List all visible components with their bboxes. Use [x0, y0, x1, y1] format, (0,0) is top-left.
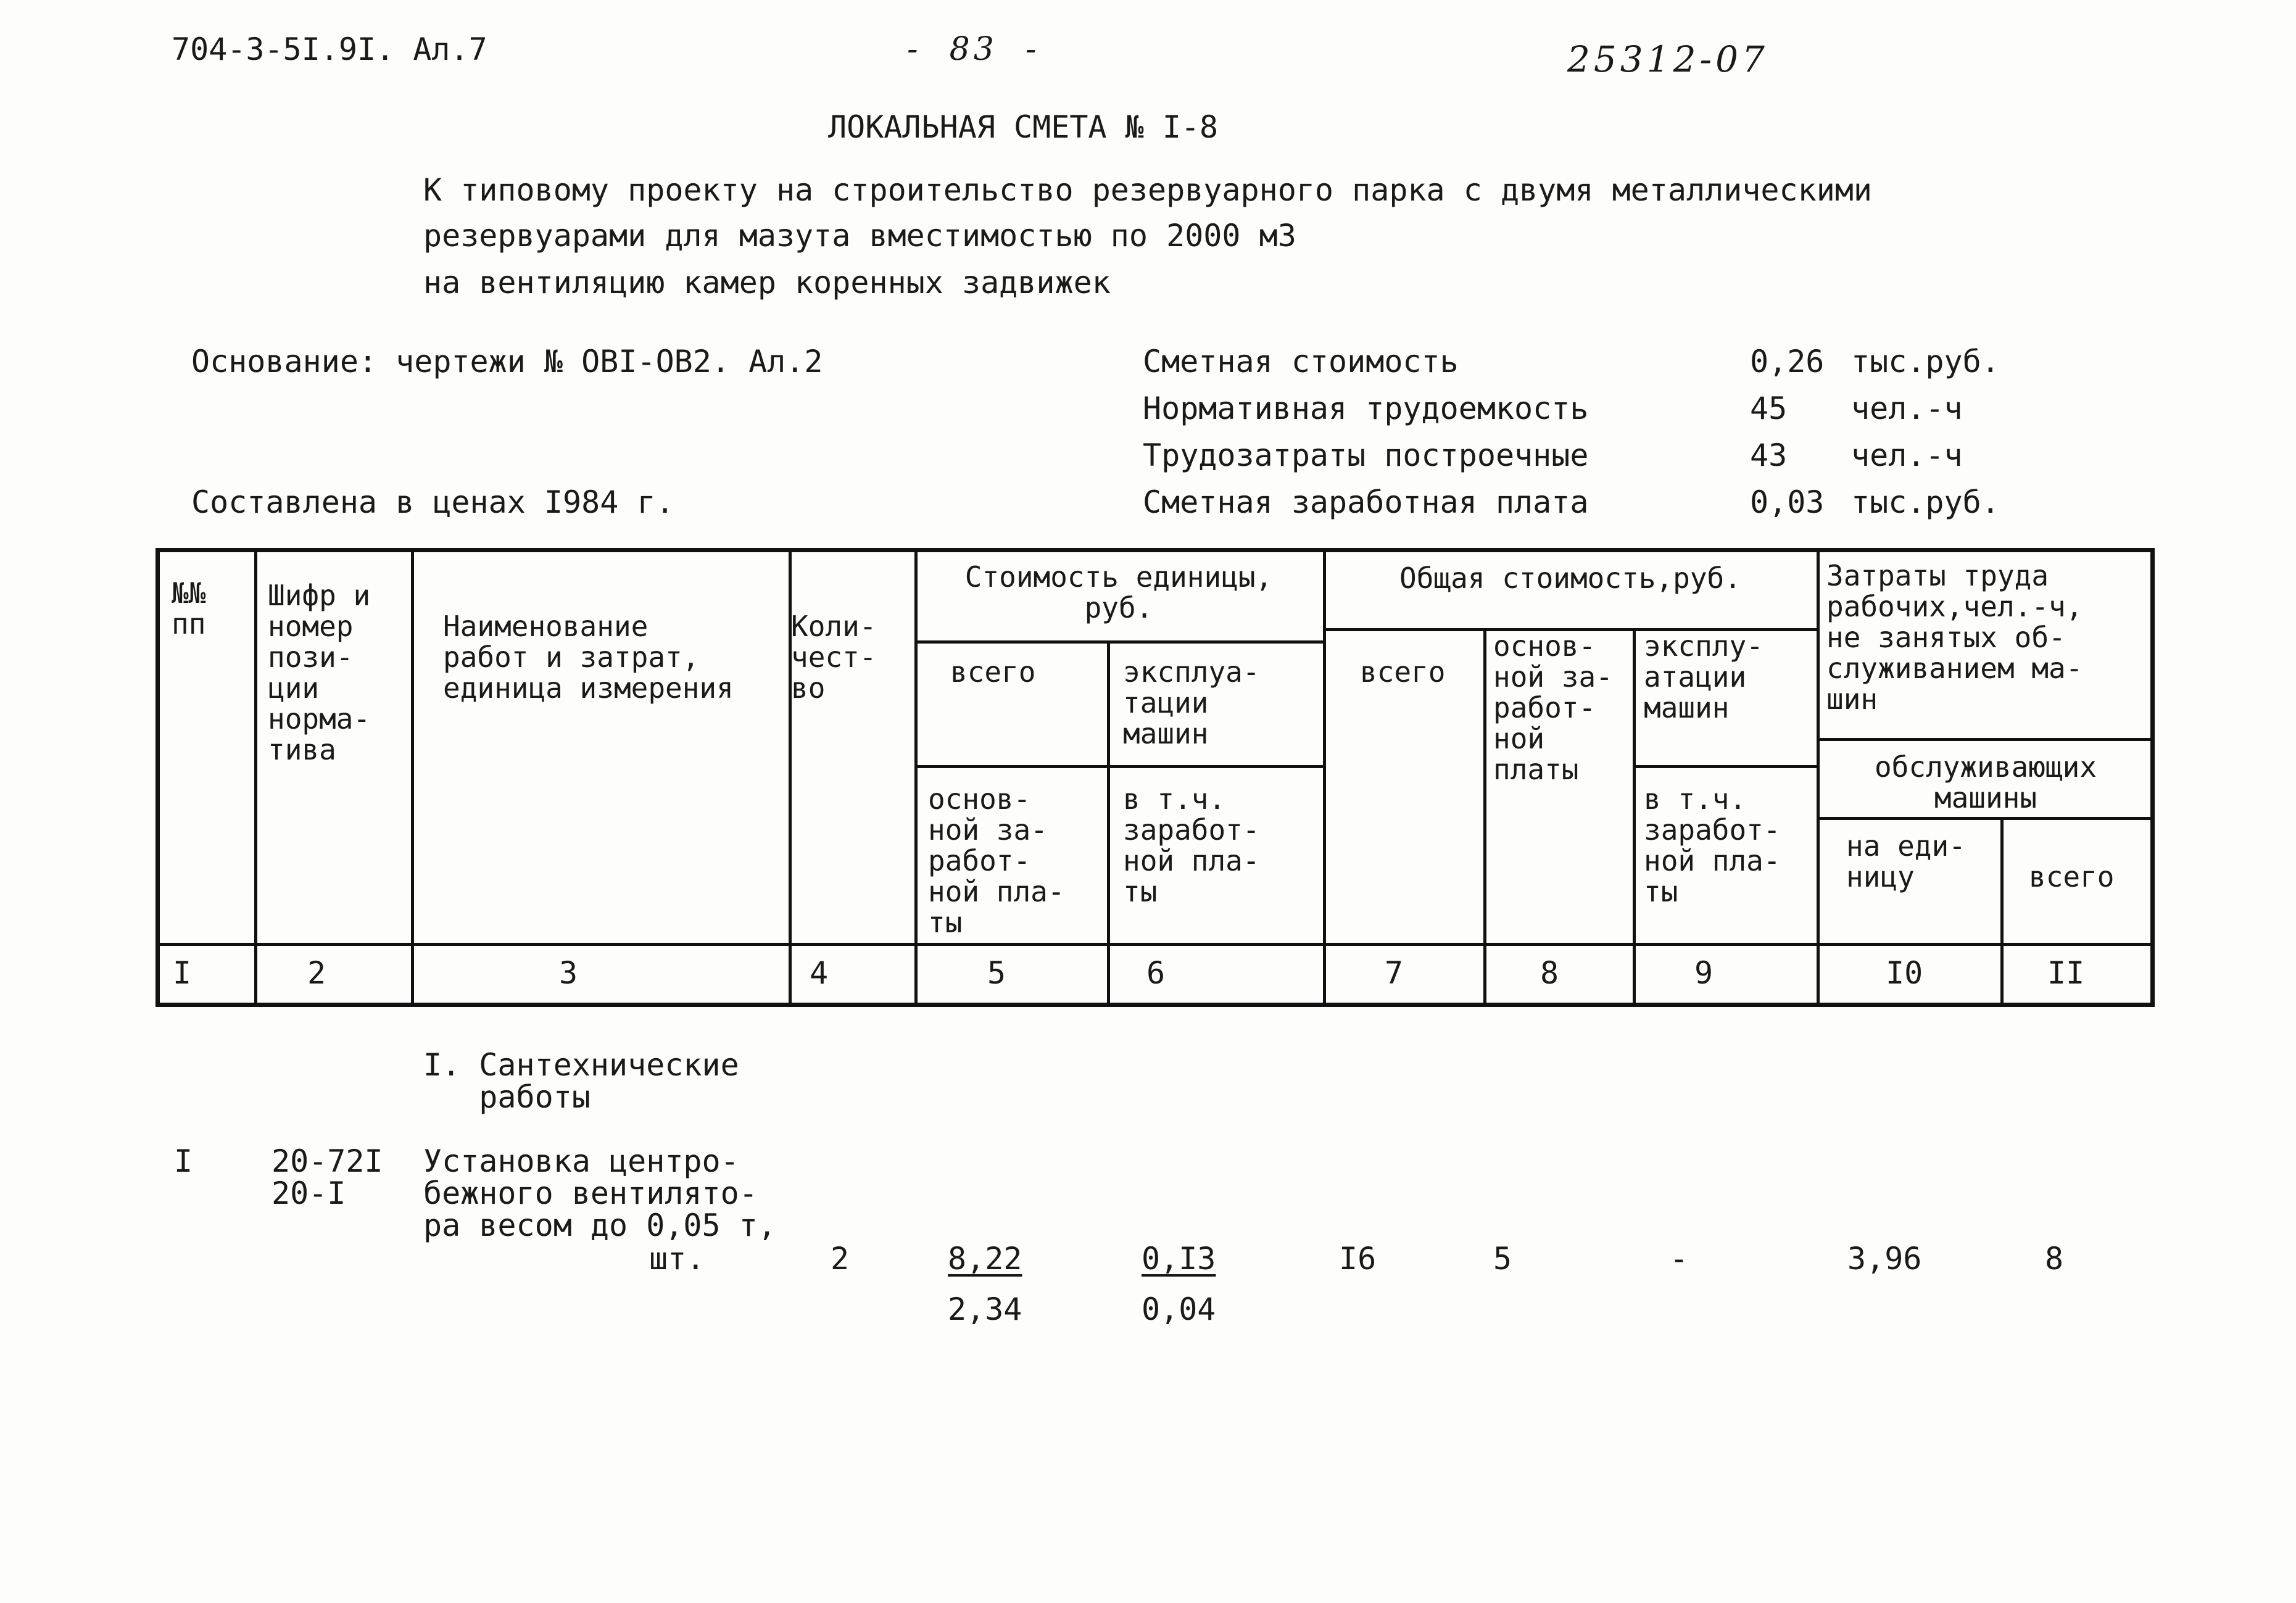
row-unit-total: 8,22 — [948, 1241, 1022, 1277]
row-total-machine: - — [1670, 1241, 1689, 1277]
row-unit-base-wage: 2,34 — [948, 1291, 1022, 1327]
summary-unit: тыс.руб. — [1851, 344, 2000, 379]
row-divider — [155, 943, 2155, 946]
page-number: - 83 - — [907, 31, 1040, 68]
column-divider — [411, 548, 414, 1007]
row-quantity: 2 — [831, 1241, 850, 1277]
basis-text: Основание: чертежи № ОВI-ОВ2. Ал.2 — [191, 344, 823, 379]
header-code: Шифр и номер пози- ции норма- тива — [268, 579, 371, 766]
row-name: Установка центро- бежного вентилято- ра весом до 0,05 т, — [423, 1143, 776, 1243]
row-code: 20-72I 20-I — [271, 1143, 383, 1211]
header-unit-incl-wage: в т.ч. заработ- ной пла- ты — [1123, 782, 1260, 908]
column-number: 8 — [1540, 955, 1559, 991]
row-unit: шт. — [649, 1241, 705, 1277]
column-number: I — [173, 955, 192, 991]
estimate-header-table — [155, 548, 2155, 1007]
section-heading: I. Сантехнические работы — [423, 1047, 739, 1115]
column-divider — [1107, 642, 1110, 1007]
row-divider — [1817, 817, 2155, 820]
header-total-incl-wage: в т.ч. заработ- ной пла- ты — [1644, 782, 1781, 908]
column-number: 5 — [987, 955, 1006, 991]
summary-unit: тыс.руб. — [1851, 484, 2000, 520]
row-unit-machine: 0,I3 — [1142, 1241, 1216, 1277]
column-divider — [914, 548, 918, 1007]
column-number: II — [2047, 955, 2085, 991]
row-labor-total: 8 — [2045, 1241, 2064, 1277]
document-code: 704-3-5I.9I. Ал.7 — [172, 31, 487, 67]
column-number: I0 — [1886, 955, 1923, 991]
row-divider — [914, 640, 1323, 644]
column-number: 2 — [307, 955, 326, 991]
header-total-base-wage: основ- ной за- работ- ной платы — [1493, 629, 1613, 786]
summary-label: Сметная заработная плата — [1143, 484, 1589, 520]
header-unit-machine: эксплуа- тации машин — [1123, 655, 1260, 750]
page-title: ЛОКАЛЬНАЯ СМЕТА № I-8 — [828, 109, 1219, 145]
summary-value: 0,26 — [1750, 344, 1825, 379]
header-labor: Затраты труда рабочих,чел.-ч, не занятых об- служиванием ма- шин — [1826, 559, 2083, 716]
prices-year-text: Составлена в ценах I984 г. — [191, 484, 674, 520]
column-number: 9 — [1694, 955, 1714, 991]
document-number: 25312-07 — [1567, 38, 1768, 80]
column-number: 3 — [559, 955, 578, 991]
subtitle-line-3: на вентиляцию камер коренных задвижек — [423, 265, 1111, 300]
header-labor-serving: обслуживающих машины — [1874, 750, 2097, 814]
row-divider — [914, 765, 1323, 768]
header-labor-total: всего — [2029, 860, 2115, 893]
column-number: 4 — [810, 955, 829, 991]
column-divider — [1817, 548, 1820, 1007]
subtitle-line-2: резервуарами для мазута вместимостью по 2000 м3 — [423, 218, 1296, 254]
row-divider — [1817, 738, 2155, 741]
summary-unit: чел.-ч — [1851, 437, 1963, 473]
summary-value: 45 — [1750, 391, 1788, 426]
header-total-cost: Общая стоимость,руб. — [1399, 561, 1741, 595]
summary-value: 43 — [1750, 437, 1788, 473]
header-quantity: Коли- чест- во — [791, 610, 877, 705]
row-total: I6 — [1339, 1241, 1377, 1277]
column-divider — [1483, 629, 1486, 1007]
summary-label: Трудозатраты построечные — [1143, 437, 1589, 473]
header-unit-total: всего — [950, 655, 1036, 689]
summary-value: 0,03 — [1750, 484, 1825, 520]
column-divider — [254, 548, 257, 1007]
row-unit-incl-wage: 0,04 — [1142, 1291, 1216, 1327]
header-name: Наименование работ и затрат, единица измерения — [443, 610, 734, 705]
row-number: I — [174, 1143, 193, 1179]
column-divider — [1323, 548, 1326, 1007]
column-divider — [1633, 629, 1636, 1007]
header-total-machine: эксплу- атации машин — [1644, 629, 1763, 724]
header-unit-cost: Стоимость единицы, руб. — [964, 560, 1273, 624]
row-divider — [1633, 765, 1817, 768]
header-row-number: №№ пп — [172, 576, 206, 640]
header-total-all: всего — [1360, 655, 1446, 689]
column-number: 7 — [1385, 955, 1404, 991]
summary-label: Нормативная трудоемкость — [1143, 391, 1589, 426]
summary-unit: чел.-ч — [1851, 391, 1963, 426]
column-number: 6 — [1146, 955, 1166, 991]
header-labor-per-unit: на еди- ницу — [1846, 829, 1966, 893]
row-labor-per-unit: 3,96 — [1847, 1241, 1922, 1277]
summary-label: Сметная стоимость — [1143, 344, 1459, 379]
column-divider — [2000, 818, 2004, 1007]
row-total-base-wage: 5 — [1493, 1241, 1512, 1277]
header-unit-base-wage: основ- ной за- работ- ной пла- ты — [928, 782, 1065, 939]
subtitle-line-1: К типовому проекту на строительство резервуарного парка с двумя металлическими — [423, 172, 1872, 208]
